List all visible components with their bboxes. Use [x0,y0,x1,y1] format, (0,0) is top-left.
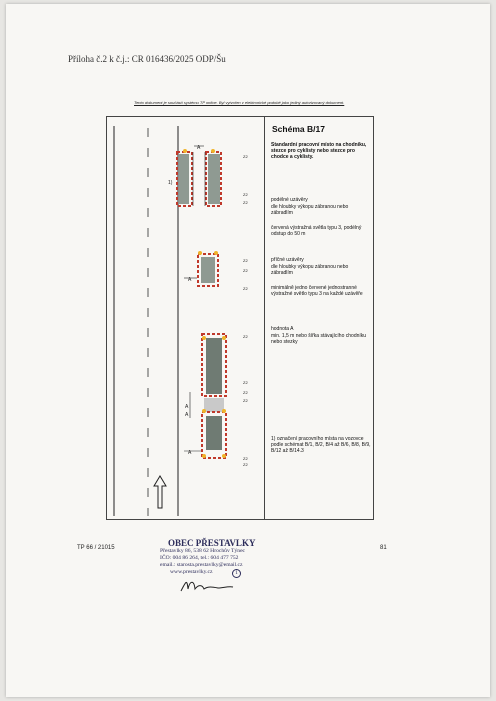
scheme-description: Standardní pracovní místo na chodníku, stezce pro cyklisty nebo stezce pro chodce a cyklisty. [271,142,367,160]
sign-label: Z2 [243,380,248,385]
work-area-4 [206,416,222,450]
scheme-title: Schéma B/17 [272,124,325,134]
scheme-diagram [106,116,266,520]
legend-item: dle hloubky výkopu zábranou nebo zábradlím [271,264,349,276]
warning-light-icon [211,149,215,153]
stamp-title: OBEC PŘESTAVLKY [168,538,256,548]
work-area-3 [206,338,222,394]
warning-light-icon [222,336,226,340]
stamp-address: Přestavlky 86, 538 62 Hrochův Týnec [160,548,246,554]
sign-label: Z2 [243,286,248,291]
document-header: Příloha č.2 k č.j.: CR 016436/2025 ODP/Šu [68,54,226,64]
dimension-label: A [188,277,192,283]
sign-label: Z2 [243,258,248,263]
warning-light-icon [183,149,187,153]
legend-item: podélné uzávěry [271,197,308,203]
sign-label: Z2 [243,200,248,205]
footer-doc-id: TP 66 / 21015 [77,545,115,551]
sign-label: Z2 [243,390,248,395]
warning-light-icon [202,454,206,458]
legend-item: dle hloubky výkopu zábranou nebo zábradlím [271,204,349,216]
sign-label: Z2 [243,192,248,197]
stamp-web: www.prestavlky.cz [170,569,213,575]
warning-light-icon [202,336,206,340]
page-number: 81 [380,545,387,551]
legend-item: hodnota A [271,326,294,332]
sign-label: Z2 [243,456,248,461]
crossing-gap [204,398,224,412]
tp-online-note: Tento dokument je součástí systému TP online. Byl vytvořen v elektronické podobě jako jediný autorizovaný dokument. [134,100,345,105]
stamp-mark: 1 [232,569,241,578]
legend-item: červená výstražná světla typu 3, podélný odstup do 50 m [271,225,362,237]
work-area-2 [201,257,215,283]
dimension-label: A [188,450,192,456]
legend-item: 1) označení pracovního místa na vozovce podle schémat B/1, B/2, B/4 až B/6, B/8, B/9, B/12 až B/14.3 [271,436,371,454]
sign-label: Z2 [243,462,248,467]
warning-light-icon [214,251,218,255]
sign-label: Z2 [243,154,248,159]
warning-light-icon [198,251,202,255]
legend-item: minimálně jedno červené jednostranné výstražné světlo typu 3 na každé uzávěře [271,285,363,297]
sign-label: Z2 [243,334,248,339]
dimension-label: A [185,412,189,418]
work-area-1b [208,154,220,204]
legend-item: příčné uzávěry [271,257,304,263]
dimension-label: A [185,404,189,410]
legend-item: min. 1,5 m nebo šířka stávajícího chodníku nebo stezky [271,333,367,345]
sign-label: Z2 [243,268,248,273]
dimension-label: 1) [168,180,173,186]
dimension-label: A [197,145,201,151]
warning-light-icon [222,454,226,458]
direction-arrow-icon [154,476,166,508]
warning-light-icon [202,409,206,413]
signature [178,577,238,595]
warning-light-icon [222,409,226,413]
stamp-ico: IČO: 004 86 264, tel.: 604 477 752 [160,555,239,561]
sign-label: Z2 [243,398,248,403]
work-area-1a [179,154,189,204]
stamp-email: email.: starosta.prestavlky@email.cz [160,562,243,568]
